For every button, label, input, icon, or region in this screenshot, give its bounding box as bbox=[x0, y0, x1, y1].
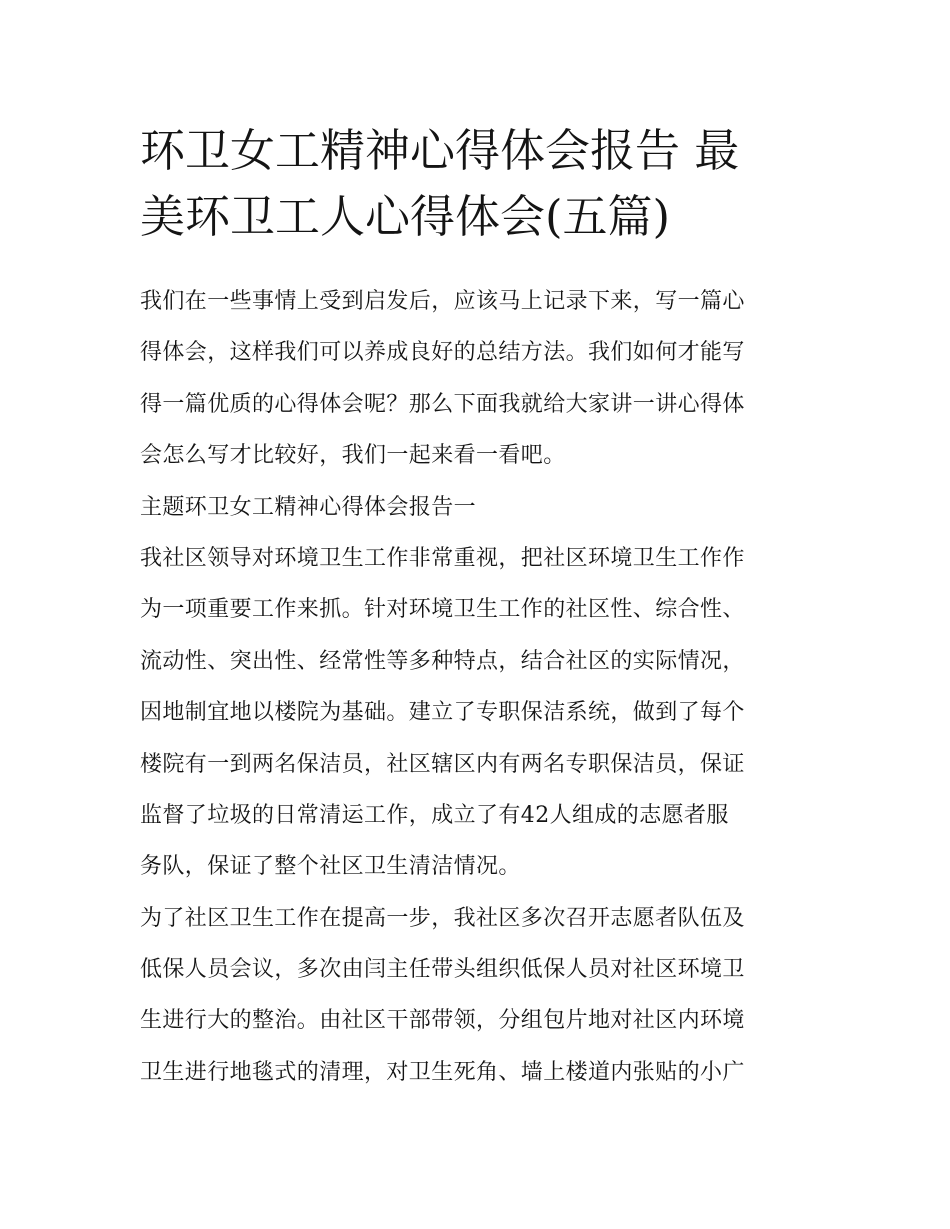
paragraph-line: 我们在一些事情上受到启发后，应该马上记录下来，写一篇心 bbox=[140, 289, 745, 314]
paragraph-line: 我社区领导对环境卫生工作非常重视，把社区环境卫生工作作 bbox=[140, 545, 745, 571]
paragraph-line: 卫生进行地毯式的清理，对卫生死角、墙上楼道内张贴的小广 bbox=[140, 1059, 745, 1085]
paragraph-line: 低保人员会议，多次由闫主任带头组织低保人员对社区环境卫 bbox=[140, 957, 745, 983]
paragraph-line: 流动性、突出性、经常性等多种特点，结合社区的实际情况， bbox=[140, 648, 745, 674]
document-body bbox=[140, 283, 820, 1105]
section-heading: 主题环卫女工精神心得体会报告一 bbox=[140, 494, 477, 520]
paragraph-line: 生进行大的整治。由社区干部带领，分组包片地对社区内环境 bbox=[140, 1008, 745, 1034]
paragraph-line: 得体会，这样我们可以养成良好的总结方法。我们如何才能写 bbox=[140, 340, 745, 366]
document-title bbox=[140, 118, 820, 250]
title-line: 美环卫工人心得体会(五篇) bbox=[140, 190, 671, 243]
paragraph-line: 为一项重要工作来抓。针对环境卫生工作的社区性、综合性、 bbox=[140, 597, 745, 623]
paragraph-line: 务队，保证了整个社区卫生清洁情况。 bbox=[140, 854, 521, 880]
paragraph-line: 会怎么写才比较好，我们一起来看一看吧。 bbox=[140, 443, 566, 469]
paragraph-line: 得一篇优质的心得体会呢？那么下面我就给大家讲一讲心得体 bbox=[140, 391, 745, 417]
paragraph-line: 为了社区卫生工作在提高一步，我社区多次召开志愿者队伍及 bbox=[140, 905, 745, 931]
title-line: 环卫女工精神心得体会报告 最 bbox=[140, 124, 740, 177]
paragraph-line: 监督了垃圾的日常清运工作，成立了有42人组成的志愿者服 bbox=[140, 802, 729, 828]
paragraph-line: 楼院有一到两名保洁员，社区辖区内有两名专职保洁员，保证 bbox=[140, 751, 745, 777]
paragraph-line: 因地制宜地以楼院为基础。建立了专职保洁系统，做到了每个 bbox=[140, 700, 745, 726]
